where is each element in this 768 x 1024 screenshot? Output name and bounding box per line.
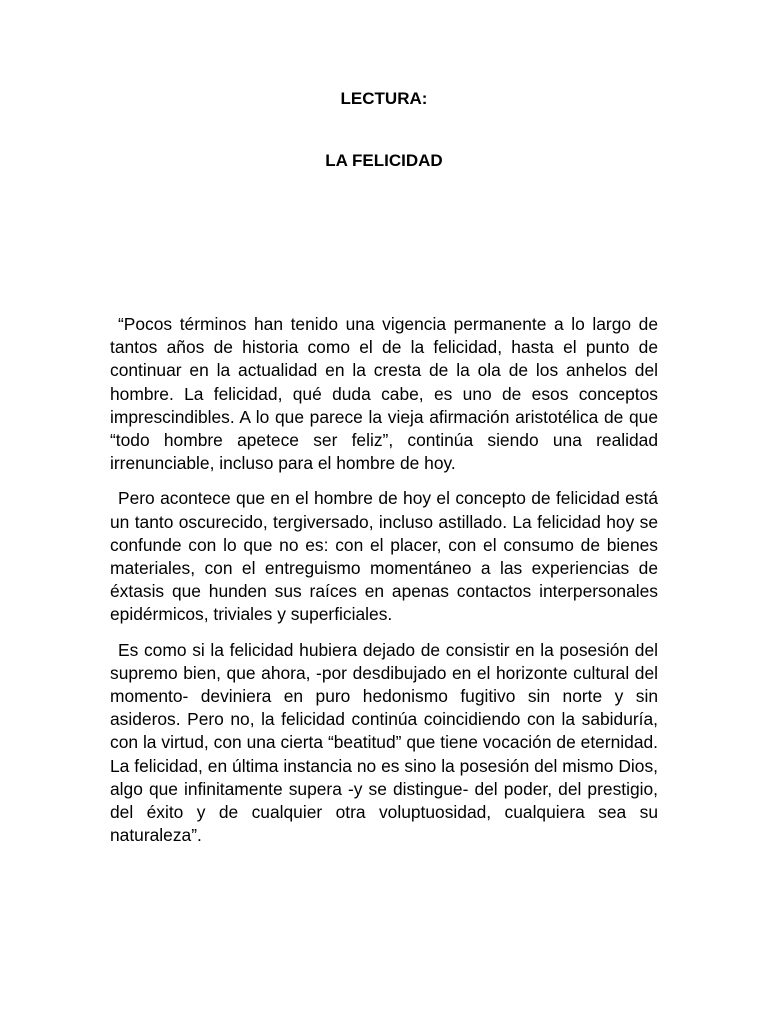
document-label: LECTURA: [340,89,428,108]
document-body [110,313,658,847]
document-title: LA FELICIDAD [325,151,443,170]
paragraph-2: Pero acontece que en el hombre de hoy el concepto de felicidad está un tanto oscurecido, tergiversado, incluso astillado. La felicidad hoy se confunde con lo que no es: con el placer, con el consumo de bienes materiales, con el entreguismo momentáneo a las experiencias de éxtasis que hunden sus raíces en apenas contactos interpersonales epidérmicos, triviales y superficiales. [110,488,658,625]
paragraph-3: Es como si la felicidad hubiera dejado de consistir en la posesión del supremo bien, que ahora, -por desdibujado en el horizonte cultural del momento- deviniera en puro hedonismo fugitivo sin norte y sin asideros. Pero no, la felicidad continúa coincidiendo con la sabiduría, con la virtud, con una cierta “beatitud” que tiene vocación de eternidad. La felicidad, en última instancia no es sino la posesión del mismo Dios, algo que infinitamente supera -y se distingue- del poder, del prestigio, del éxito y de cualquier otra voluptuosidad, cualquiera sea su naturaleza”. [110,639,658,846]
paragraph-1: “Pocos términos han tenido una vigencia permanente a lo largo de tantos años de historia como el de la felicidad, hasta el punto de continuar en la actualidad en la cresta de la ola de los anhelos del hombre. La felicidad, qué duda cabe, es uno de esos conceptos imprescindibles. A lo que parece la vieja afirmación aristotélica de que “todo hombre apetece ser feliz”, continúa siendo una realidad irrenunciable, incluso para el hombre de hoy. [110,314,658,474]
